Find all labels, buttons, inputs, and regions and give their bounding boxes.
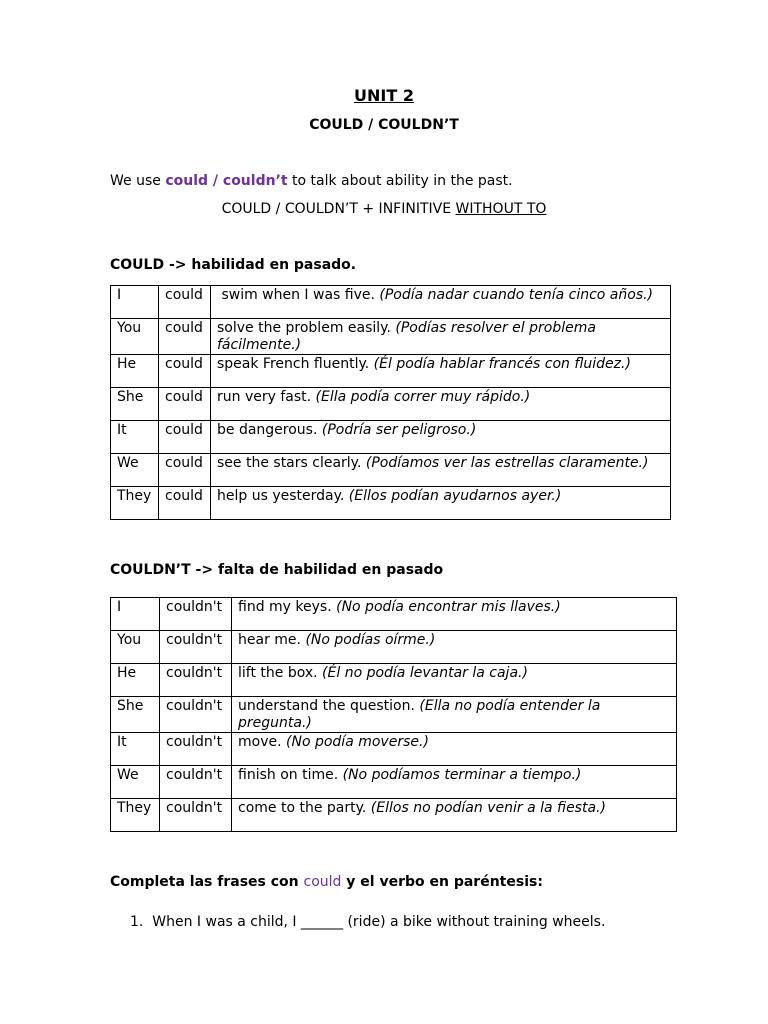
subject-cell: It [111,421,159,454]
unit-subtitle: COULD / COULDN’T [309,117,459,133]
table-row [111,733,677,766]
example-cell [232,799,677,832]
formula-text: COULD / COULDN’T + INFINITIVE [221,201,456,217]
table-row [111,286,671,319]
example-english: see the stars clearly. [217,455,366,471]
table-row [111,487,671,520]
exercise-sentence: When I was a child, I ______ (ride) a bike without training wheels. [152,914,606,930]
example-cell [232,733,677,766]
example-spanish: (No podías oírme.) [305,632,436,648]
table-row [111,454,671,487]
could-table [110,285,671,520]
intro-highlight: could / couldn’t [165,173,288,189]
could-heading: COULD -> habilidad en pasado. [110,257,357,273]
example-english: swim when I was five. [217,287,380,303]
exercise-heading-highlight: could [303,874,342,890]
formula-underlined: WITHOUT TO [455,201,547,217]
example-spanish: (Podía nadar cuando tenía cinco años.) [379,287,654,303]
example-spanish: (No podíamos terminar a tiempo.) [342,767,582,783]
verb-cell: couldn't [160,664,232,697]
example-cell [211,286,671,319]
verb-cell: couldn't [160,598,232,631]
example-english: move. [238,734,287,750]
example-english: help us yesterday. [217,488,349,504]
intro-paragraph [110,173,513,189]
example-cell [232,598,677,631]
table-row [111,319,671,355]
example-cell [211,388,671,421]
subject-cell: They [111,487,159,520]
list-item [130,914,605,930]
example-cell [211,355,671,388]
exercise-heading-after: y el verbo en paréntesis: [341,874,543,890]
exercise-list [130,914,605,930]
subject-cell: She [111,697,160,733]
example-spanish: (No podía moverse.) [286,734,429,750]
example-spanish: (Ella podía correr muy rápido.) [315,389,531,405]
subject-cell: You [111,631,160,664]
subject-cell: She [111,388,159,421]
example-spanish: (Podría ser peligroso.) [321,422,477,438]
verb-cell: could [159,319,211,355]
exercise-number: 1. [130,914,144,930]
verb-cell: couldn't [160,766,232,799]
example-english: finish on time. [238,767,343,783]
example-english: be dangerous. [217,422,322,438]
intro-text-before: We use [110,173,166,189]
verb-cell: could [159,355,211,388]
table-row [111,664,677,697]
example-spanish: (Ella no podía entender la pregunta.) [238,698,601,731]
subject-cell: I [111,598,160,631]
verb-cell: could [159,421,211,454]
subject-cell: We [111,766,160,799]
example-cell [211,454,671,487]
subject-cell: They [111,799,160,832]
verb-cell: couldn't [160,697,232,733]
subject-cell: You [111,319,159,355]
verb-cell: could [159,454,211,487]
formula-line [0,201,768,217]
intro-text-after: to talk about ability in the past. [287,173,513,189]
example-spanish: (Podías resolver el problema fácilmente.) [217,320,596,353]
example-spanish: (Él podía hablar francés con fluidez.) [373,356,631,372]
verb-cell: couldn't [160,631,232,664]
subject-cell: I [111,286,159,319]
table-row [111,799,677,832]
example-english: find my keys. [238,599,337,615]
example-spanish: (Ellos podían ayudarnos ayer.) [348,488,562,504]
example-english: hear me. [238,632,306,648]
example-cell [211,319,671,355]
example-english: run very fast. [217,389,316,405]
example-cell [232,664,677,697]
verb-cell: could [159,487,211,520]
example-cell [232,631,677,664]
exercise-heading [110,874,543,890]
example-spanish: (Ellos no podían venir a la fiesta.) [370,800,606,816]
verb-cell: couldn't [160,799,232,832]
couldnt-table [110,597,677,832]
table-row [111,697,677,733]
example-cell [232,766,677,799]
table-row [111,766,677,799]
couldnt-heading: COULDN’T -> falta de habilidad en pasado [110,562,444,578]
example-spanish: (No podía encontrar mis llaves.) [336,599,561,615]
example-english: solve the problem easily. [217,320,396,336]
table-row [111,631,677,664]
table-row [111,388,671,421]
verb-cell: could [159,388,211,421]
table-row [111,421,671,454]
subject-cell: He [111,355,159,388]
exercise-heading-before: Completa las frases con [110,874,304,890]
verb-cell: couldn't [160,733,232,766]
example-english: lift the box. [238,665,323,681]
example-spanish: (Él no podía levantar la caja.) [322,665,528,681]
example-cell [211,487,671,520]
example-cell [211,421,671,454]
subject-cell: We [111,454,159,487]
verb-cell: could [159,286,211,319]
table-row [111,598,677,631]
example-spanish: (Podíamos ver las estrellas claramente.) [365,455,649,471]
subject-cell: He [111,664,160,697]
table-row [111,355,671,388]
example-english: speak French fluently. [217,356,374,372]
example-english: understand the question. [238,698,420,714]
example-english: come to the party. [238,800,371,816]
example-cell [232,697,677,733]
unit-title: UNIT 2 [354,86,414,105]
subject-cell: It [111,733,160,766]
